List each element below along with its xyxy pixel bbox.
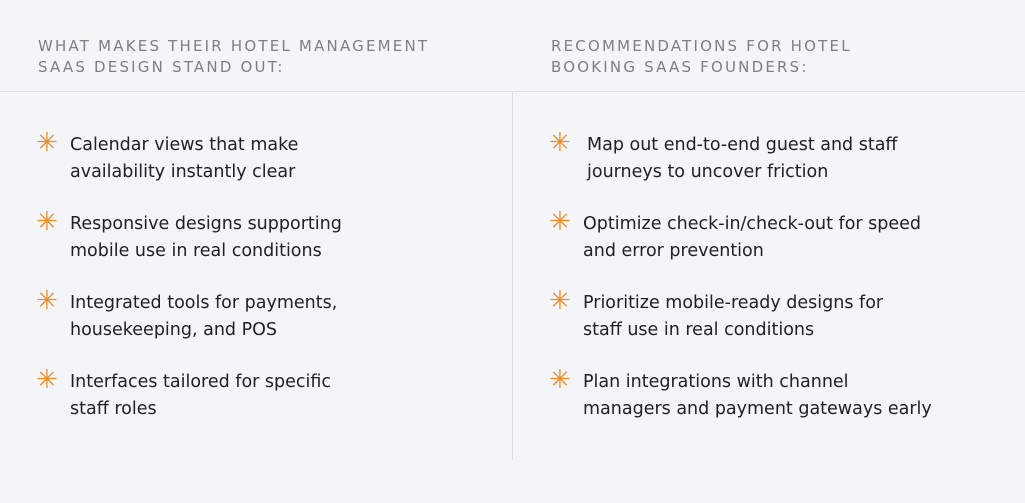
list-item-text: Map out end-to-end guest and staff journeys to uncover friction [587,135,898,182]
right-list [549,128,999,448]
list-item [549,207,999,264]
asterisk-icon: ✳ [36,365,58,395]
list-item [549,365,999,422]
list-item-text: Responsive designs supporting mobile use in real conditions [70,214,342,261]
left-column-title: WHAT MAKES THEIR HOTEL MANAGEMENT SAAS DESIGN STAND OUT: [38,37,430,76]
right-column-title: RECOMMENDATIONS FOR HOTEL BOOKING SAAS FOUNDERS: [551,37,852,76]
list-item [549,286,999,343]
list-item-text: Calendar views that make availability instantly clear [70,135,299,182]
list-item-text: Integrated tools for payments, housekeeping, and POS [70,293,338,340]
asterisk-icon: ✳ [36,128,58,158]
asterisk-icon: ✳ [549,365,571,395]
list-item-text: Optimize check-in/check-out for speed and error prevention [583,214,922,261]
asterisk-icon: ✳ [36,286,58,316]
list-item [36,207,476,264]
list-item-text: Plan integrations with channel managers and payment gateways early [583,372,932,419]
list-item [36,365,476,422]
asterisk-icon: ✳ [549,128,571,158]
asterisk-icon: ✳ [549,207,571,237]
list-item [549,128,999,185]
list-item-text: Prioritize mobile-ready designs for staff use in real conditions [583,293,884,340]
asterisk-icon: ✳ [36,207,58,237]
left-list [36,128,476,448]
asterisk-icon: ✳ [549,286,571,316]
list-item [36,128,476,185]
header-row [0,0,1025,92]
list-item [36,286,476,343]
list-item-text: Interfaces tailored for specific staff roles [70,372,332,419]
column-divider [512,92,513,460]
